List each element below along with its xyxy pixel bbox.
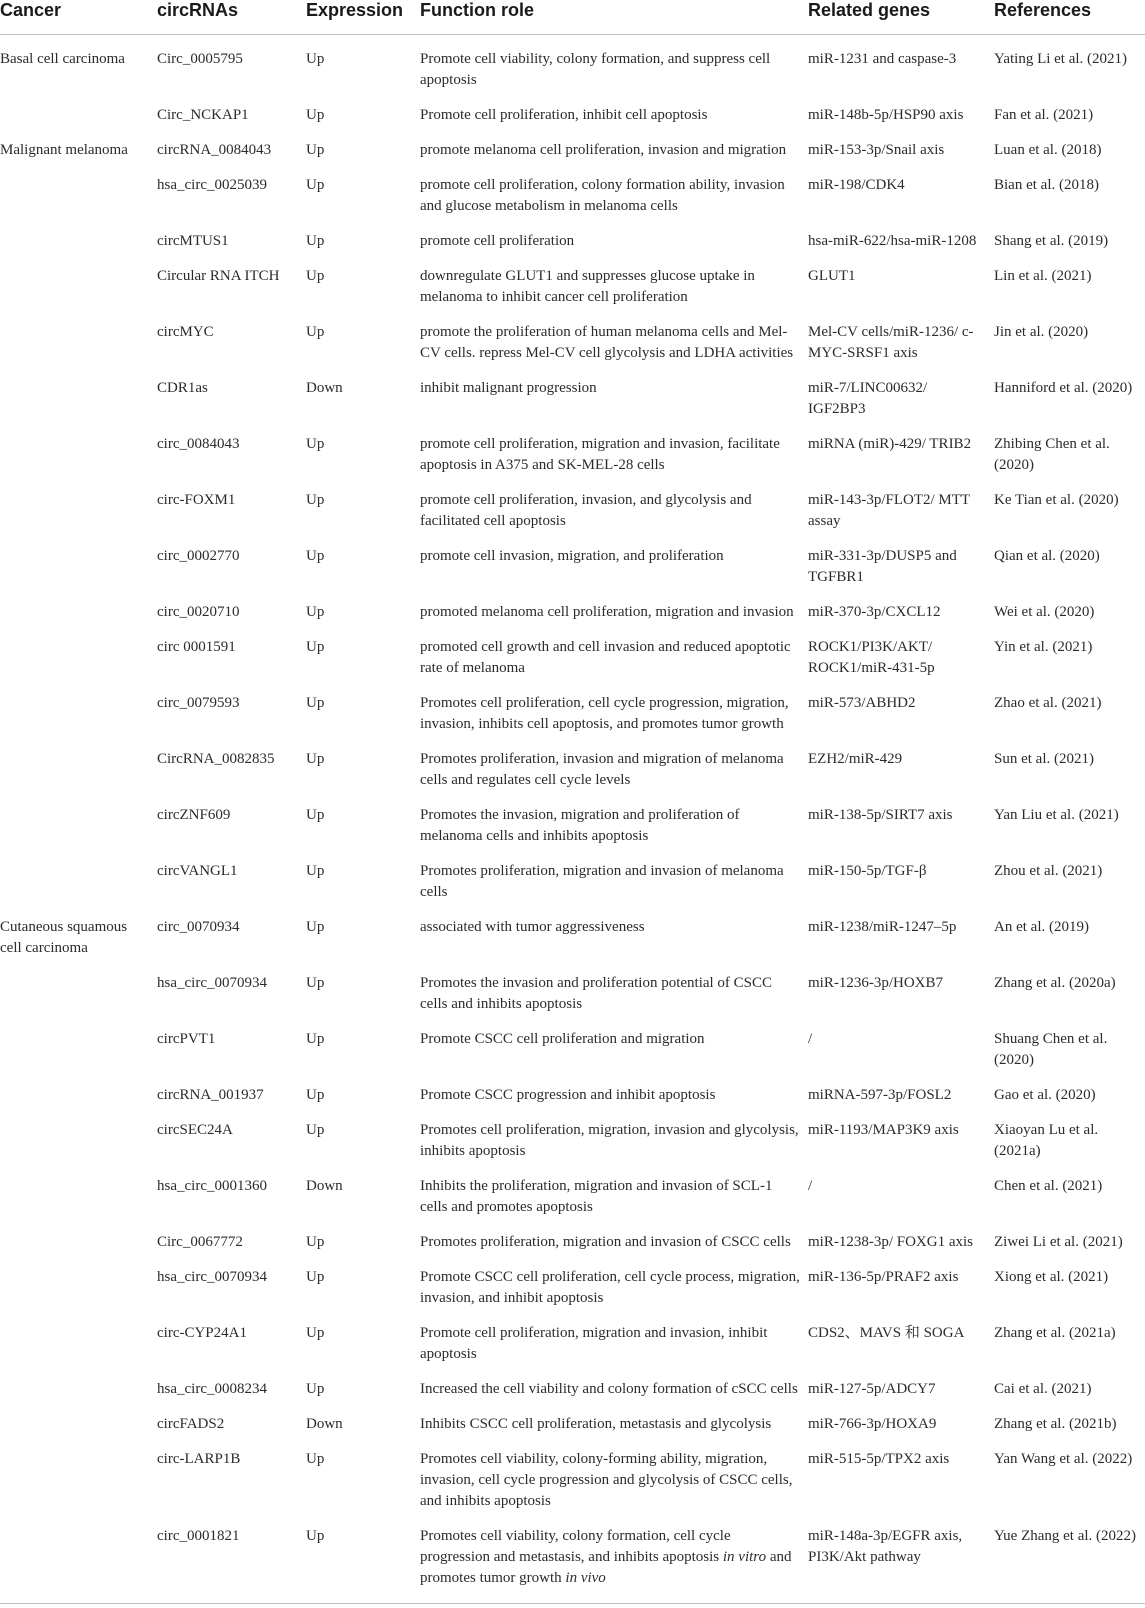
reference-cell: Zhao et al. (2021) (994, 695, 1102, 711)
function-role-cell: promote the proliferation of human melanoma cells and Mel-CV cells. repress Mel-CV cell glycolysis and LDHA activities (420, 324, 794, 361)
table-row (0, 539, 1145, 595)
circrna-cell: hsa_circ_0070934 (157, 1269, 267, 1285)
table-row (0, 854, 1145, 910)
expression-cell: Up (306, 751, 325, 767)
expression-cell: Up (306, 1234, 325, 1250)
function-role-cell: Promote CSCC progression and inhibit apoptosis (420, 1087, 716, 1103)
related-genes-cell: miR-1231 and caspase-3 (808, 51, 957, 67)
reference-cell: Zhang et al. (2021a) (994, 1325, 1116, 1341)
cancer-cell: Basal cell carcinoma (0, 51, 125, 67)
table-row (0, 371, 1145, 427)
related-genes-cell: miR-515-5p/TPX2 axis (808, 1451, 950, 1467)
circrna-cell: hsa_circ_0008234 (157, 1381, 267, 1397)
function-role-cell: Promote cell proliferation, migration and invasion, inhibit apoptosis (420, 1325, 768, 1362)
reference-cell: Shang et al. (2019) (994, 233, 1109, 249)
cancer-cell (0, 1260, 157, 1316)
circrna-cell: Circ_0067772 (157, 1234, 243, 1250)
table-row (0, 1113, 1145, 1169)
cancer-cell (0, 1519, 157, 1604)
reference-cell: Shuang Chen et al. (2020) (994, 1031, 1108, 1068)
cancer-cell (0, 371, 157, 427)
reference-cell: Cai et al. (2021) (994, 1381, 1092, 1397)
cancer-cell (0, 168, 157, 224)
table-row (0, 168, 1145, 224)
expression-cell: Up (306, 975, 325, 991)
reference-cell: Xiaoyan Lu et al. (2021a) (994, 1122, 1099, 1159)
function-role-cell: Promote CSCC cell proliferation, cell cycle process, migration, invasion, and inhibit apoptosis (420, 1269, 800, 1306)
cancer-cell (0, 1169, 157, 1225)
expression-cell: Up (306, 919, 325, 935)
table-row (0, 98, 1145, 133)
function-role-cell: Promotes cell proliferation, migration, invasion and glycolysis, inhibits apoptosis (420, 1122, 799, 1159)
function-role-cell: Promotes proliferation, migration and invasion of CSCC cells (420, 1234, 791, 1250)
table-row (0, 1078, 1145, 1113)
reference-cell: Fan et al. (2021) (994, 107, 1094, 123)
reference-cell: Zhou et al. (2021) (994, 863, 1103, 879)
function-role-cell: Inhibits the proliferation, migration and invasion of SCL-1 cells and promotes apoptosis (420, 1178, 773, 1215)
function-role-cell: Promote cell viability, colony formation, and suppress cell apoptosis (420, 51, 771, 88)
table-row (0, 1225, 1145, 1260)
function-text: Promotes cell viability, colony formation, cell cycle progression and metastasis, and inhibits apoptosis (420, 1528, 731, 1565)
table-row (0, 133, 1145, 168)
related-genes-cell: / (808, 1178, 813, 1194)
related-genes-cell: miR-1236-3p/HOXB7 (808, 975, 943, 991)
reference-cell: An et al. (2019) (994, 919, 1089, 935)
table-row (0, 686, 1145, 742)
related-genes-cell: miR-198/CDK4 (808, 177, 905, 193)
expression-cell: Up (306, 695, 325, 711)
circrna-cell: CDR1as (157, 380, 208, 396)
cancer-cell (0, 1113, 157, 1169)
table-row (0, 1372, 1145, 1407)
function-role-cell: Promote CSCC cell proliferation and migration (420, 1031, 705, 1047)
table-row (0, 1260, 1145, 1316)
table-row (0, 1442, 1145, 1519)
cancer-cell (0, 259, 157, 315)
related-genes-cell: miR-148a-3p/EGFR axis, PI3K/Akt pathway (808, 1519, 994, 1604)
function-role-cell: promote cell proliferation, migration and invasion, facilitate apoptosis in A375 and SK-MEL-28 cells (420, 436, 780, 473)
header-row (0, 0, 1145, 35)
reference-cell: Zhang et al. (2020a) (994, 975, 1116, 991)
table-row (0, 630, 1145, 686)
expression-cell: Up (306, 436, 325, 452)
function-role-cell (420, 1519, 808, 1604)
function-role-cell: Inhibits CSCC cell proliferation, metastasis and glycolysis (420, 1416, 772, 1432)
related-genes-cell: ROCK1/PI3K/AKT/ ROCK1/miR-431-5p (808, 639, 935, 676)
related-genes-cell: / (808, 1031, 813, 1047)
related-genes-cell: Mel-CV cells/miR-1236/ c-MYC-SRSF1 axis (808, 324, 974, 361)
cancer-cell (0, 1078, 157, 1113)
circrna-cell: Circ_0005795 (157, 51, 243, 67)
expression-cell: Up (306, 1451, 325, 1467)
reference-cell: Lin et al. (2021) (994, 268, 1092, 284)
cancer-cell (0, 427, 157, 483)
reference-cell: Ke Tian et al. (2020) (994, 492, 1119, 508)
circrna-cell: circ_0079593 (157, 695, 240, 711)
expression-cell: Up (306, 1325, 325, 1341)
cancer-cell (0, 686, 157, 742)
related-genes-cell: miR-143-3p/FLOT2/ MTT assay (808, 492, 970, 529)
reference-cell: Wei et al. (2020) (994, 604, 1095, 620)
cancer-cell (0, 1225, 157, 1260)
function-role-cell: Promotes proliferation, invasion and migration of melanoma cells and regulates cell cycle levels (420, 751, 784, 788)
expression-cell: Up (306, 807, 325, 823)
related-genes-cell: CDS2、MAVS 和 SOGA (808, 1325, 965, 1341)
reference-cell: Chen et al. (2021) (994, 1178, 1103, 1194)
circrna-cell: Circ_NCKAP1 (157, 107, 249, 123)
reference-cell: Jin et al. (2020) (994, 324, 1089, 340)
related-genes-cell: hsa-miR-622/hsa-miR-1208 (808, 233, 977, 249)
table-row (0, 1169, 1145, 1225)
reference-cell: Ziwei Li et al. (2021) (994, 1234, 1123, 1250)
expression-cell: Down (306, 380, 343, 396)
expression-cell: Up (306, 1087, 325, 1103)
circrna-cell: circFADS2 (157, 1416, 225, 1432)
related-genes-cell: miR-370-3p/CXCL12 (808, 604, 941, 620)
table-row (0, 1316, 1145, 1372)
function-role-cell: Promotes the invasion and proliferation potential of CSCC cells and inhibits apoptosis (420, 975, 773, 1012)
function-role-cell: Promotes the invasion, migration and proliferation of melanoma cells and inhibits apoptosis (420, 807, 740, 844)
function-role-cell: Promotes cell proliferation, cell cycle progression, migration, invasion, inhibits cell apoptosis, and promotes tumor growth (420, 695, 789, 732)
table-row (0, 742, 1145, 798)
reference-cell: Zhibing Chen et al. (2020) (994, 436, 1110, 473)
expression-cell: Down (306, 1416, 343, 1432)
reference-cell: Hanniford et al. (2020) (994, 380, 1133, 396)
cancer-cell (0, 224, 157, 259)
reference-cell: Yating Li et al. (2021) (994, 51, 1128, 67)
related-genes-cell: miR-331-3p/DUSP5 and TGFBR1 (808, 548, 957, 585)
cancer-cell (0, 539, 157, 595)
cancer-cell (0, 742, 157, 798)
reference-cell: Yue Zhang et al. (2022) (994, 1519, 1145, 1604)
expression-cell: Up (306, 268, 325, 284)
related-genes-cell: miR-153-3p/Snail axis (808, 142, 945, 158)
function-role-cell: associated with tumor aggressiveness (420, 919, 645, 935)
cancer-cell: Cutaneous squamous cell carcinoma (0, 919, 128, 956)
table-row (0, 1022, 1145, 1078)
expression-cell: Up (306, 1031, 325, 1047)
cancer-cell (0, 1316, 157, 1372)
circrna-cell: circMYC (157, 324, 214, 340)
circrna-cell: circZNF609 (157, 807, 231, 823)
table-row (0, 1519, 1145, 1604)
circrna-cell: circRNA_001937 (157, 1087, 264, 1103)
related-genes-cell: miR-1238-3p/ FOXG1 axis (808, 1234, 973, 1250)
circrna-cell: circVANGL1 (157, 863, 238, 879)
header-cancer: Cancer (0, 0, 157, 35)
related-genes-cell: GLUT1 (808, 268, 856, 284)
related-genes-cell: miR-136-5p/PRAF2 axis (808, 1269, 959, 1285)
table-row (0, 595, 1145, 630)
related-genes-cell: miR-148b-5p/HSP90 axis (808, 107, 964, 123)
reference-cell: Gao et al. (2020) (994, 1087, 1096, 1103)
circrna-cell: circPVT1 (157, 1031, 216, 1047)
circrna-cell: hsa_circ_0001360 (157, 1178, 267, 1194)
expression-cell: Up (306, 1381, 325, 1397)
table-row (0, 966, 1145, 1022)
cancer-cell (0, 595, 157, 630)
table-row (0, 483, 1145, 539)
expression-cell: Down (306, 1178, 343, 1194)
related-genes-cell: miR-766-3p/HOXA9 (808, 1416, 937, 1432)
function-role-cell: downregulate GLUT1 and suppresses glucose uptake in melanoma to inhibit cancer cell proliferation (420, 268, 755, 305)
expression-cell: Up (306, 639, 325, 655)
reference-cell: Luan et al. (2018) (994, 142, 1102, 158)
table-row (0, 1407, 1145, 1442)
expression-cell: Up (306, 863, 325, 879)
reference-cell: Yan Wang et al. (2022) (994, 1451, 1133, 1467)
reference-cell: Sun et al. (2021) (994, 751, 1094, 767)
expression-cell: Up (306, 51, 325, 67)
table-row (0, 798, 1145, 854)
cancer-cell (0, 98, 157, 133)
related-genes-cell: miR-1238/miR-1247–5p (808, 919, 957, 935)
header-related-genes: Related genes (808, 0, 994, 35)
cancer-cell (0, 1372, 157, 1407)
circrna-cell: circ 0001591 (157, 639, 236, 655)
circrna-cell: circ_0002770 (157, 548, 240, 564)
circrna-cell: hsa_circ_0070934 (157, 975, 267, 991)
function-text: and promotes tumor growth (420, 1549, 792, 1586)
reference-cell: Xiong et al. (2021) (994, 1269, 1109, 1285)
cancer-cell (0, 1022, 157, 1078)
related-genes-cell: miR-127-5p/ADCY7 (808, 1381, 936, 1397)
table-row (0, 910, 1145, 966)
circrna-cell: circSEC24A (157, 1122, 233, 1138)
header-references: References (994, 0, 1145, 35)
cancer-cell (0, 630, 157, 686)
function-role-cell: Promotes cell viability, colony-forming ability, migration, invasion, cell cycle progression and glycolysis of CSCC cells, and inhibits apoptosis (420, 1451, 793, 1509)
expression-cell: Up (306, 1519, 420, 1604)
cancer-cell (0, 315, 157, 371)
table-row (0, 427, 1145, 483)
table-row (0, 224, 1145, 259)
expression-cell: Up (306, 604, 325, 620)
function-role-cell: Increased the cell viability and colony formation of cSCC cells (420, 1381, 798, 1397)
cancer-cell (0, 1442, 157, 1519)
cancer-cell (0, 798, 157, 854)
reference-cell: Qian et al. (2020) (994, 548, 1100, 564)
related-genes-cell: miR-138-5p/SIRT7 axis (808, 807, 953, 823)
related-genes-cell: miRNA (miR)-429/ TRIB2 (808, 436, 972, 452)
header-function-role: Function role (420, 0, 808, 35)
cancer-cell (0, 854, 157, 910)
header-circrnas: circRNAs (157, 0, 306, 35)
circrna-cell: circ_0084043 (157, 436, 240, 452)
reference-cell: Yin et al. (2021) (994, 639, 1093, 655)
function-role-cell: promote cell proliferation, invasion, and glycolysis and facilitated cell apoptosis (420, 492, 752, 529)
expression-cell: Up (306, 1269, 325, 1285)
related-genes-cell: miR-1193/MAP3K9 axis (808, 1122, 959, 1138)
cancer-cell (0, 966, 157, 1022)
cancer-cell (0, 1407, 157, 1442)
reference-cell: Bian et al. (2018) (994, 177, 1099, 193)
related-genes-cell: miR-573/ABHD2 (808, 695, 916, 711)
circrna-cell: CircRNA_0082835 (157, 751, 275, 767)
table-body (0, 35, 1145, 1604)
table-row (0, 259, 1145, 315)
italic-term: in vitro (722, 1549, 767, 1565)
expression-cell: Up (306, 1122, 325, 1138)
function-role-cell: Promote cell proliferation, inhibit cell apoptosis (420, 107, 708, 123)
expression-cell: Up (306, 548, 325, 564)
function-role-cell: Promotes proliferation, migration and invasion of melanoma cells (420, 863, 784, 900)
circrna-cell: circ-CYP24A1 (157, 1325, 247, 1341)
function-role-cell: inhibit malignant progression (420, 380, 597, 396)
circrna-cell: circRNA_0084043 (157, 142, 272, 158)
function-role-cell: promoted melanoma cell proliferation, migration and invasion (420, 604, 794, 620)
circrna-cell: circ-LARP1B (157, 1451, 241, 1467)
circrna-cell: circ_0001821 (157, 1519, 306, 1604)
related-genes-cell: miR-150-5p/TGF-β (808, 863, 927, 879)
function-role-cell: promote cell proliferation (420, 233, 575, 249)
function-role-cell: promote cell invasion, migration, and proliferation (420, 548, 724, 564)
reference-cell: Zhang et al. (2021b) (994, 1416, 1117, 1432)
related-genes-cell: miR-7/LINC00632/ IGF2BP3 (808, 380, 928, 417)
italic-term: in vivo (565, 1570, 606, 1586)
circrna-cell: Circular RNA ITCH (157, 268, 280, 284)
expression-cell: Up (306, 492, 325, 508)
header-expression: Expression (306, 0, 420, 35)
circrna-cell: circ_0070934 (157, 919, 240, 935)
table-row (0, 42, 1145, 98)
function-role-cell: promote cell proliferation, colony formation ability, invasion and glucose metabolism in melanoma cells (420, 177, 785, 214)
related-genes-cell: miRNA-597-3p/FOSL2 (808, 1087, 952, 1103)
function-role-cell: promoted cell growth and cell invasion and reduced apoptotic rate of melanoma (420, 639, 791, 676)
reference-cell: Yan Liu et al. (2021) (994, 807, 1119, 823)
circrna-cell: circ-FOXM1 (157, 492, 236, 508)
table-row (0, 315, 1145, 371)
function-role-cell: promote melanoma cell proliferation, invasion and migration (420, 142, 787, 158)
expression-cell: Up (306, 107, 325, 123)
expression-cell: Up (306, 177, 325, 193)
expression-cell: Up (306, 324, 325, 340)
expression-cell: Up (306, 233, 325, 249)
cancer-cell (0, 483, 157, 539)
expression-cell: Up (306, 142, 325, 158)
cancer-cell: Malignant melanoma (0, 142, 128, 158)
related-genes-cell: EZH2/miR-429 (808, 751, 903, 767)
circrna-cell: circMTUS1 (157, 233, 229, 249)
circrna-cell: circ_0020710 (157, 604, 240, 620)
circrna-cell: hsa_circ_0025039 (157, 177, 267, 193)
